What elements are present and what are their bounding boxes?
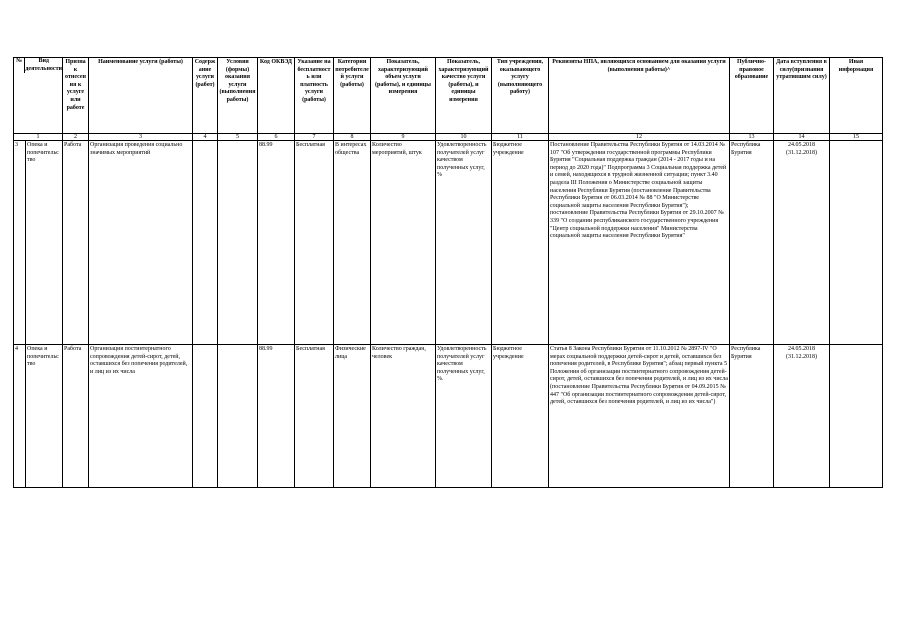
- header-cell-type: Признак отнесения к услуге или работе: [63, 58, 89, 134]
- cell-volume: Количество мероприятий, штук: [371, 141, 436, 345]
- cell-entity: Республика Бурятия: [730, 141, 774, 345]
- cell-volume: Количество граждан, человек: [371, 345, 436, 488]
- col-number: 10: [436, 134, 492, 141]
- col-number: 9: [371, 134, 436, 141]
- col-number: 5: [218, 134, 258, 141]
- cell-quality: Удовлетворенность получателей услуг качеством полученных услуг, %: [436, 141, 492, 345]
- col-number: 7: [295, 134, 334, 141]
- cell-activity: Опека и попечительство: [26, 141, 63, 345]
- header-cell-name: Наименование услуги (работы): [89, 58, 193, 134]
- col-number: 15: [830, 134, 883, 141]
- col-number: 3: [89, 134, 193, 141]
- services-table: [13, 57, 883, 488]
- header-row: [14, 58, 883, 134]
- col-number: 6: [258, 134, 295, 141]
- col-number: 1: [14, 134, 63, 141]
- cell-content: [193, 345, 218, 488]
- cell-content: [193, 141, 218, 345]
- header-cell-date: Дата вступления в силу(признания утратившим силу): [774, 58, 830, 134]
- col-number: 13: [730, 134, 774, 141]
- header-cell-volume: Показатель, характеризующий объем услуги (работы), и единицы измерения: [371, 58, 436, 134]
- header-cell-conditions: Условия (формы) оказания услуги (выполнения работы): [218, 58, 258, 134]
- cell-category: В интересах общества: [334, 141, 371, 345]
- cell-num: 4: [14, 345, 26, 488]
- header-cell-num: №: [16, 58, 23, 64]
- col-number: 8: [334, 134, 371, 141]
- col-number: 4: [193, 134, 218, 141]
- cell-entity: Республика Бурятия: [730, 345, 774, 488]
- column-number-row: [14, 134, 883, 141]
- cell-conditions: [218, 141, 258, 345]
- cell-date: 24.05.2018 (31.12.2018): [774, 345, 830, 488]
- cell-inst-type: Бюджетное учреждение: [492, 345, 549, 488]
- header-cell-activity: Вид деятельности: [25, 58, 62, 72]
- header-cell-other: Иная информация: [830, 58, 883, 134]
- cell-other: [830, 141, 883, 345]
- header-cell-inst-type: Тип учреждения, оказывающего услугу (выполняющего работу): [492, 58, 549, 134]
- cell-type: Работа: [63, 141, 89, 345]
- cell-other: [830, 345, 883, 488]
- header-cell-category: Категории потребителей услуги (работы): [334, 58, 371, 134]
- col-number: 2: [63, 134, 89, 141]
- cell-name: Организация постинтернатного сопровождения детей-сирот, детей, оставшихся без попечения родителей, и лиц из их числа: [89, 345, 193, 488]
- cell-payment: Бесплатная: [295, 345, 334, 488]
- cell-name: Организация проведения социально значимых мероприятий: [89, 141, 193, 345]
- cell-npa: Постановление Правительства Республики Бурятия от 14.03.2014 № 107 "Об утверждении государственной программы Республики Бурятия "Социальная поддержка граждан (2014 - 2017 годы и на период до 2020 года)" Подпрограмма 3 Социальная поддержка детей и семей, находящихся в трудной жизненной ситуации; пункт 3.40 раздела III Положения о Министерстве социальной защиты населения Республики Бурятия (постановление Правительства Республики Бурятия от 06.03.2014 № 88 "О Министерстве социальной защиты населения Республики Бурятия"); постановление Правительства Республики Бурятия от 29.10.2007 № 339 "О создании республиканского государственного учреждения "Центр социальной поддержки населения" Министерства социальной защиты населения Республики Бурятия": [549, 141, 730, 345]
- table-row: [14, 345, 883, 488]
- header-cell-content: Содержание услуги (работ): [193, 58, 218, 134]
- cell-npa: Статья 8 Закона Республики Бурятия от 11.10.2012 № 2897-IV "О мерах социальной поддержки детей-сирот и детей, оставшихся без попечения родителей, в Республике Бурятия"; абзац первый пункта 5 Положения об организации постинтернатного сопровождения детей-сирот, детей, оставшихся без попечения родителей, и лиц из их числа (постановление Правительства Республики Бурятия от 04.09.2015 № 447 "Об организации постинтернатного сопровождения детей-сирот, детей, оставшихся без попечения родителей, и лиц из их числа"): [549, 345, 730, 488]
- cell-type: Работа: [63, 345, 89, 488]
- col-number: 11: [492, 134, 549, 141]
- services-table-wrapper: [13, 57, 883, 488]
- cell-okved: 88.99: [258, 345, 295, 488]
- cell-conditions: [218, 345, 258, 488]
- cell-activity: Опека и попечительство: [26, 345, 63, 488]
- header-cell-entity: Публично-правовое образование: [730, 58, 774, 134]
- header-cell-payment: Указание на бесплатность или платность услуги (работы): [295, 58, 334, 134]
- cell-okved: 88.99: [258, 141, 295, 345]
- col-number: 14: [774, 134, 830, 141]
- header-cell-okved: Код ОКВЭД: [258, 58, 295, 134]
- cell-date: 24.05.2018 (31.12.2018): [774, 141, 830, 345]
- cell-inst-type: Бюджетное учреждение: [492, 141, 549, 345]
- cell-payment: Бесплатная: [295, 141, 334, 345]
- col-number: 12: [549, 134, 730, 141]
- cell-quality: Удовлетворенность получателей услуг качеством полученных услуг, %.: [436, 345, 492, 488]
- cell-num: 3: [14, 141, 26, 345]
- header-cell-npa: Реквизиты НПА, являющихся основанием для оказания услуги (выполнения работы)^: [549, 58, 730, 134]
- cell-category: Физические лица: [334, 345, 371, 488]
- table-row: [14, 141, 883, 345]
- header-cell-quality: Показатель, характеризующий качество услуги (работы), и единицы измерения: [436, 58, 492, 134]
